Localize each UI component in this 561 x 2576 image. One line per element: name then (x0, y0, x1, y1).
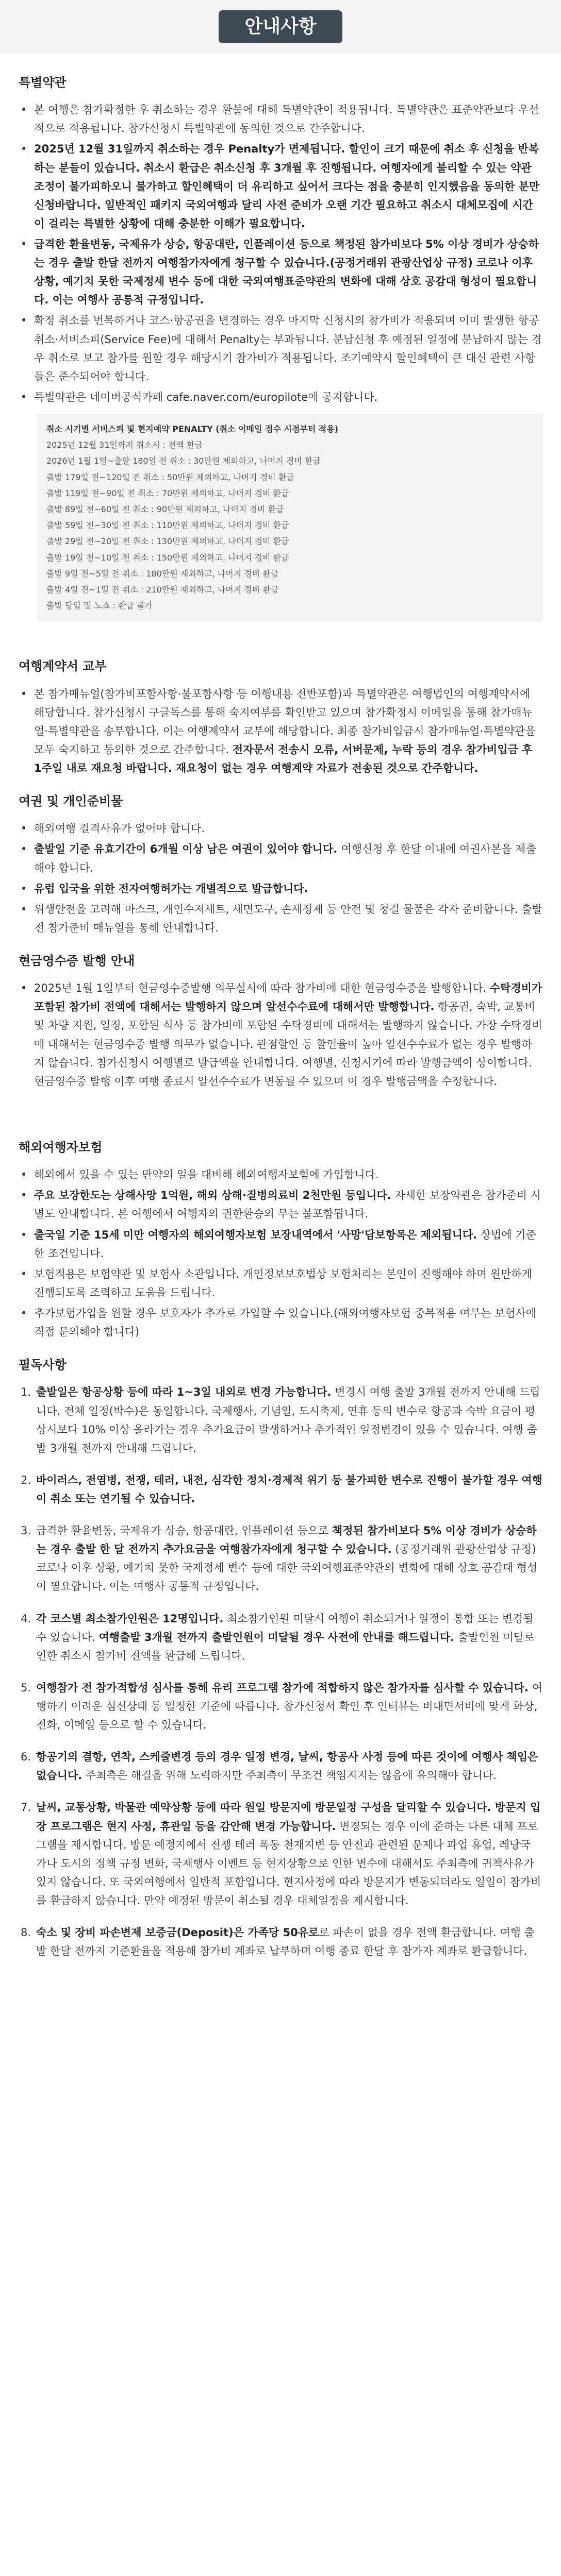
bold-text: 날씨, 교통상황, 박물관 예약상황 등에 따라 원일 방문지에 방문일정 구성을 달리할 수 있습니다. 방문지 입장 프로그램은 현지 사정, 휴관일 등을 감안해 변경 가능합니다. (36, 1801, 541, 1833)
section-special-terms (13, 72, 542, 622)
list-item (21, 1186, 542, 1223)
section-title: 현금영수증 발행 안내 (19, 954, 135, 968)
penalty-line: 출발 19일 전~10일 전 취소 : 150만원 제외하고, 나머지 경비 환급 (46, 552, 289, 563)
item-number: 7. (21, 1801, 31, 1814)
numbered-item (21, 1798, 542, 1910)
text-segment: 로 파손이 없을 경우 전액 환급합니다. 여행 출발 한달 전까지 기준환율을 적용해 참가비 계좌로 납부하며 여행 종료 한달 후 참가자 계좌로 환급합니다. (36, 1926, 535, 1958)
text-segment: 변경되는 경우 이에 준하는 다른 대체 프로그램을 제시합니다. 방문 예정지에서 전쟁 테러 폭동 천재지변 등 안전과 관련된 문제나 파업 휴업, 레당국 가나 도시의 정책 규정 변화, 국제행사 이벤트 등 현지상황으로 인한 변수에 대해서도 주최측에 귀책사유가 있지 않습니다. 또 국외여행에서 일반적 포함입니다. 현지사정에 따라 방문지가 변동되더라도 일일이 참가비를 환급하지 않습니다. 만약 예정된 방문이 취소될 경우 대체일정을 제시합니다. (36, 1820, 541, 1907)
bold-text: 숙소 및 장비 파손변제 보증금(Deposit)은 가족당 50유로 (36, 1926, 319, 1939)
penalty-line: 출발 59일 전~30일 전 취소 : 110만원 제외하고, 나머지 경비 환급 (46, 520, 289, 531)
text-segment: 해외여행 결격사유가 없어야 합니다. (34, 822, 205, 835)
bold-text: 각 코스별 최소참가인원은 12명입니다. (36, 1612, 224, 1625)
insurance-list (13, 1165, 542, 1341)
text-segment: 여행하기 어려운 심신상태 등 일정한 기준에 따릅니다. 참가신청서 확인 후 인터뷰는 비대면서비에 맞게 화상, 전화, 이메일 등으로 할 수 있습니다. (36, 1681, 542, 1732)
text-segment: 항공권, 숙박, 교통비 및 차량 지원, 일정, 포함된 식사 등 참가비에 포함된 수탁경비에 대해서는 발행하지 않습니다. 가장 수탁경비에 대해서는 현금영수증 발행 의무가 없습니다. 관점할인 등 할인율이 높아 알선수수료가 없는 경우 발행하지 않습니다. 참가신청시 여행별로 발급액을 안내합니다. 여행별, 신청시기에 따라 발행금액이 상이합니다. 현금영수증 발행 이후 여행 종료시 알선수수료가 변동될 수 있으며 이 경우 발행금액을 수정합니다. (34, 1001, 542, 1088)
list-item (21, 1304, 542, 1341)
numbered-item (21, 1383, 542, 1457)
text-segment: 해외에서 있을 수 있는 만약의 일을 대비해 해외여행자보험에 가입합니다. (34, 1168, 379, 1181)
bold-text: 여행출발 3개월 전까지 출발인원이 미달될 경우 사전에 안내를 해드립니다. (98, 1631, 455, 1643)
text-segment: 보험적용은 보험약관 및 보험사 소관입니다. 개인정보보호법상 보험처리는 본인이 진행해야 하며 원만하게 진행되도록 조력하고 도움을 드립니다. (34, 1267, 533, 1299)
bold-text: 책정된 참가비보다 5% 이상 경비가 상승하는 경우 출발 한 달 전까지 추가요금을 여행참가자에게 청구할 수 있습니다. (36, 1524, 537, 1556)
bold-text: 전자문서 전송시 오류, 서버문제, 누락 등의 경우 참가비입금 후 1주일 내로 재요청 바랍니다. 재요청이 없는 경우 여행계약 자료가 전송된 것으로 간주합니다. (34, 743, 533, 774)
section-title: 여권 및 개인준비물 (19, 794, 123, 809)
text-segment: 출발인원 미달로 인한 취소시 참가비 전액을 환급해 드립니다. (36, 1631, 535, 1662)
text-segment: 변경시 여행 출발 3개월 전까지 안내해 드립니다. 전체 일정(박수)은 동일합니다. 국제행사, 기념일, 도시축제, 연휴 등의 변수로 항공과 숙박 요금이 평상시보다 10% 이상 올라가는 경우 추가요금이 발생하거나 추가적인 일정변경이 있을 수 있습니다. 여행 출발 3개월 전까지 안내해 드립니다. (36, 1386, 540, 1454)
text-segment: 본 참가매뉴얼(참가비포함사항·불포함사항 등 여행내용 전반포함)과 특별약관은 여행법인의 여행계약서에 해당합니다. 참가신청시 구글독스를 통해 숙지여부를 확인받고 있으며 참가확정시 이메일을 통해 참가매뉴얼·특별약관을 송부합니다. 이는 여행계약서 교부에 해당합니다. 최종 참가비입금시 참가매뉴얼·특별약관을 모두 숙지하고 동의한 것으로 간주합니다. (34, 687, 536, 756)
text-segment: (공정거래위 관광산업상 규정) 코로나 이후 상황, 예기치 못한 국제정세 변수 등에 대한 국외여행표준약관의 변화에 대해 상호 공감대 형성이 필요합니다. 이는 여행사 공통적 규정입니다. (36, 1543, 538, 1593)
item-number: 1. (21, 1386, 31, 1399)
penalty-line: 출발 9일 전~5일 전 취소 : 180만원 제외하고, 나머지 경비 환급 (46, 568, 279, 579)
numbered-item (21, 1679, 542, 1734)
bold-text: 유럽 입국을 위한 전자여행허가는 개별적으로 발급합니다. (34, 882, 308, 895)
numbered-item (21, 1471, 542, 1508)
notice-content (0, 54, 561, 1994)
bold-text: 2025년 12월 31일까지 취소하는 경우 Penalty가 면제됩니다. 할인이 크기 때문에 취소 후 신청을 반복하는 분들이 있습니다. 취소시 환급은 취소신청 후 3개월 후 진행됩니다. 여행자에게 불리할 수 있는 약관 조정이 불가피하오니 불가하고 할인혜택이 더 유리하고 싶어서 크다는 점을 충분히 인지했음을 동의한 분만 신청바랍니다. 일반적인 패키지 국외여행과 달리 사전 준비가 오랜 기간 필요하고 취소시 대체모집에 시간이 걸리는 특별한 상황에 대해 충분한 이해가 필요합니다. (34, 143, 540, 230)
section-title: 여행계약서 교부 (19, 659, 107, 674)
receipt-list (13, 979, 542, 1091)
list-item (21, 840, 542, 877)
special-terms-list (13, 100, 542, 406)
section-receipt (13, 951, 542, 1091)
list-item (21, 311, 542, 385)
list-item (21, 1265, 542, 1302)
numbered-item (21, 1609, 542, 1665)
list-item (21, 100, 542, 138)
item-number: 5. (21, 1681, 31, 1694)
page-title: 안내사항 (219, 10, 342, 43)
list-item (21, 819, 542, 838)
penalty-line: 출발 89일 전~60일 전 취소 : 90만원 제외하고, 나머지 경비 환급 (46, 504, 284, 514)
text-segment: 주최측은 해결을 위해 노력하지만 주최측이 무조건 책임지지는 않음에 유의해야 합니다. (82, 1769, 497, 1782)
section-title: 특별약관 (19, 75, 67, 90)
bold-text: 수탁경비가 포함된 참가비 전액에 대해서는 발행하지 않으며 알선수수료에 대해서만 발행합니다. (34, 982, 542, 1013)
cancel-penalty-box (37, 414, 542, 622)
penalty-line: 출발 당일 및 노쇼 : 환급 불가 (46, 601, 153, 611)
text-segment: 최소참가인원 미달시 여행이 취소되거나 일정이 통합 또는 변경될 수 있습니다. (36, 1612, 534, 1643)
item-number: 6. (21, 1751, 31, 1764)
list-item (21, 879, 542, 898)
list-item (21, 235, 542, 309)
item-number: 3. (21, 1524, 31, 1537)
required-list (13, 1383, 542, 1960)
bold-text: 바이러스, 전염병, 전쟁, 테러, 내전, 심각한 정치·경제적 위기 등 불가피한 변수로 진행이 불가할 경우 여행이 취소 또는 연기될 수 있습니다. (36, 1473, 542, 1505)
text-segment: 특별약관은 네이버공식카페 cafe.naver.com/europilote에 공지합니다. (34, 391, 378, 403)
bold-text: 출발일은 항공상황 등에 따라 1~3일 내외로 변경 가능합니다. (36, 1386, 332, 1399)
section-passport (13, 791, 542, 937)
list-item (21, 979, 542, 1091)
penalty-line: 출발 29일 전~20일 전 취소 : 130만원 제외하고, 나머지 경비 환급 (46, 536, 289, 547)
penalty-line: 2025년 12월 31일까지 취소시 : 전액 환급 (46, 440, 203, 450)
bold-text: (공정거래위 관광산업상 규정) 코로나 이후 상황, 예기치 못한 국제정세 변수 등에 대한 국외여행표준약관의 변화에 대해 상호 공감대 형성이 필요합니다. 이는 여행사 공통적 규정입니다. (34, 257, 537, 307)
bold-text: 항공기의 결항, 연착, 스케줄변경 등의 경우 일정 변경, 날씨, 항공사 사정 등에 따른 것이에 여행사 책임은 없습니다. (36, 1751, 538, 1782)
text-segment: 확정 취소를 번복하거나 코스·항공권을 변경하는 경우 마지막 신청시의 참가비가 적용되며 이미 발생한 항공취소·서비스피(Service Fee)에 대해서 Penalty는 부과됩니다. 분납신청 후 예정된 일정에 분납하지 않는 경우 취소로 보고 참가를 원할 경우 해당시기 참가비가 적용됩니다. 조기예약시 할인혜택이 큰 대신 관련 사항들은 준수되어야 합니다. (34, 314, 542, 383)
bold-text: 여행참가 전 참가적합성 심사를 통해 유리 프로그램 참가에 적합하지 않은 참가자를 심사할 수 있습니다. (36, 1681, 529, 1694)
text-segment: 여행신청 후 한달 이내에 여권사본을 제출해야 합니다. (34, 843, 536, 874)
contract-list (13, 685, 542, 778)
text-segment: 자세한 보장약관은 참가준비 시 별도 안내합니다. 본 여행에서 여행자의 권한환승의 무는 불포함됩니다. (34, 1189, 541, 1221)
item-number: 2. (21, 1473, 31, 1486)
section-title: 해외여행자보험 (19, 1140, 103, 1155)
text-segment: 추가보험가입을 원할 경우 보호자가 추가로 가입할 수 있습니다.(해외여행자보험 중복적용 여부는 보험사에 직접 문의해야 합니다) (34, 1307, 537, 1338)
section-contract (13, 656, 542, 777)
numbered-item (21, 1923, 542, 1960)
list-item (21, 900, 542, 937)
cancel-penalty-title: 취소 시기별 서비스피 및 현지예약 PENALTY (취소 이메일 접수 시점부터 적용) (46, 424, 339, 434)
passport-list (13, 819, 542, 937)
bold-text: 주요 보장한도는 상해사망 1억원, 해외 상해·질병의료비 2천만원 등입니다. (34, 1189, 391, 1202)
section-insurance (13, 1137, 542, 1341)
section-required (13, 1354, 542, 1960)
penalty-line: 출발 4일 전~1일 전 취소 : 210만원 제외하고, 나머지 경비 환급 (46, 584, 279, 595)
numbered-item (21, 1521, 542, 1596)
list-item (21, 140, 542, 233)
list-item (21, 1165, 542, 1184)
item-number: 8. (21, 1926, 31, 1939)
penalty-line: 2026년 1월 1일~출발 180일 전 취소 : 30만원 제외하고, 나머지 경비 환급 (46, 456, 321, 466)
text-segment: 2025년 1월 1일부터 현금영수증발행 의무실시에 따라 참가비에 대한 현금영수증을 발행합니다. (34, 982, 490, 995)
text-segment: 급격한 환율변동, 국제유가 상승, 항공대란, 인플레이션 등으로 (36, 1524, 332, 1537)
header-band (0, 0, 561, 54)
penalty-line: 출발 119일 전~90일 전 취소 : 70만원 제외하고, 나머지 경비 환급 (46, 488, 289, 498)
numbered-item (21, 1748, 542, 1785)
list-item (21, 388, 542, 406)
text-segment: 상법에 기준한 조건입니다. (34, 1228, 536, 1260)
penalty-line: 출발 179일 전~120일 전 취소 : 50만원 제외하고, 나머지 경비 환급 (46, 472, 294, 482)
section-title: 필독사항 (19, 1358, 67, 1372)
text-segment: 위생안전을 고려해 마스크, 개인수저세트, 세면도구, 손세정제 등 안전 및 청결 물품은 각자 준비합니다. 출발 전 참가준비 매뉴얼을 통해 안내합니다. (34, 903, 542, 934)
item-number: 4. (21, 1612, 31, 1625)
text-segment: 본 여행은 참가확정한 후 취소하는 경우 환불에 대해 특별약관이 적용됩니다. 특별약관은 표준약관보다 우선적으로 적용됩니다. 참가신청시 특별약관에 동의한 것으로 간주합니다. (34, 104, 539, 135)
cancel-penalty-lines (46, 437, 533, 614)
list-item (21, 1226, 542, 1263)
list-item (21, 685, 542, 778)
bold-text: 급격한 환율변동, 국제유가 상승, 항공대란, 인플레이션 등으로 책정된 참가비보다 5% 이상 경비가 상승하는 경우 출발 한달 전까지 여행참가자에게 청구할 수 있습니다. (34, 238, 539, 269)
bold-text: 출국일 기준 15세 미만 여행자의 해외여행자보험 보장내역에서 '사망'담보항목은 제외됩니다. (34, 1228, 477, 1241)
bold-text: 출발일 기준 유효기간이 6개월 이상 남은 여권이 있어야 합니다. (34, 843, 341, 856)
